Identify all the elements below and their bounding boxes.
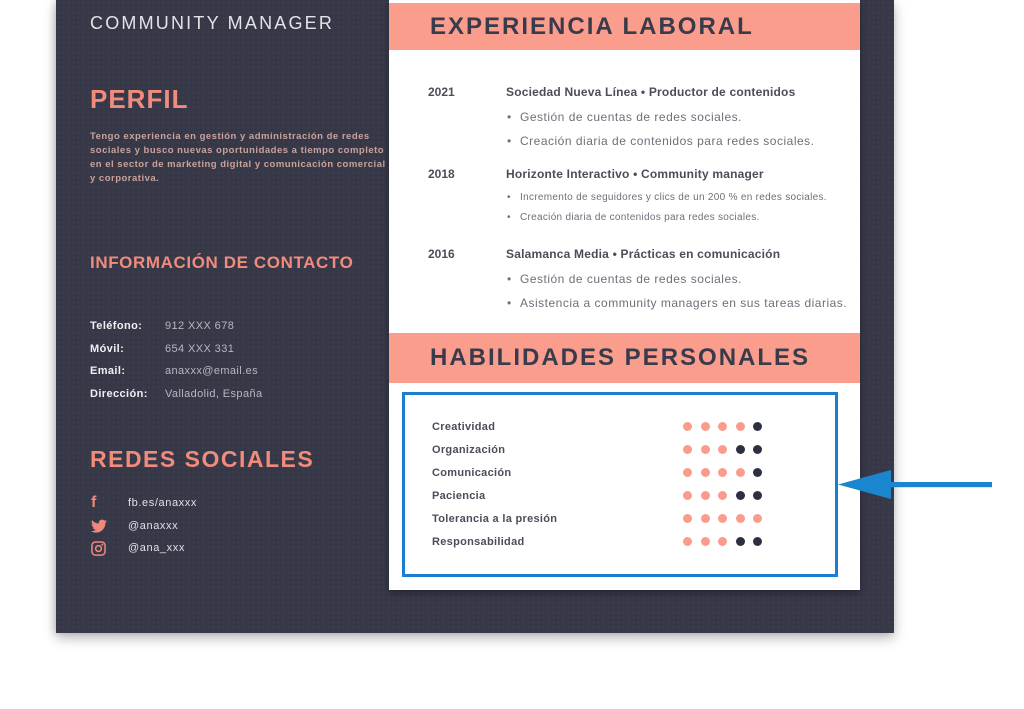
experience-entry (428, 167, 852, 232)
rating-dot-filled (718, 491, 727, 500)
contact-row (90, 338, 390, 361)
experience-bullets (507, 192, 852, 224)
experience-entry-head (428, 167, 852, 181)
rating-dot-empty (753, 491, 762, 500)
rating-dot-filled (701, 468, 710, 477)
rating-dot-filled (683, 514, 692, 523)
experience-title: Sociedad Nueva Línea • Productor de contenidos (506, 85, 796, 99)
rating-dot-filled (718, 468, 727, 477)
skill-label: Tolerancia a la presión (432, 512, 558, 525)
rating-dot-filled (718, 422, 727, 431)
skill-rating-dots (683, 422, 762, 431)
skill-label: Responsabilidad (432, 535, 525, 548)
annotation-arrow-icon (836, 466, 994, 503)
skill-label: Comunicación (432, 466, 512, 479)
rating-dot-empty (753, 537, 762, 546)
contact-rows (90, 315, 390, 405)
contact-label: Móvil: (90, 342, 125, 355)
experience-banner (389, 3, 860, 50)
social-handle: @ana_xxx (128, 542, 185, 555)
social-row[interactable] (90, 492, 390, 515)
contact-row (90, 383, 390, 406)
rating-dot-empty (753, 468, 762, 477)
skill-row (432, 438, 835, 461)
experience-entry-head (428, 85, 852, 99)
rating-dot-filled (736, 514, 745, 523)
social-row[interactable] (90, 515, 390, 538)
rating-dot-filled (683, 422, 692, 431)
resume-page (56, 0, 894, 633)
rating-dot-filled (753, 514, 762, 523)
rating-dot-filled (701, 537, 710, 546)
contact-label: Dirección: (90, 387, 148, 400)
experience-bullet: • Creación diaria de contenidos para redes sociales. (507, 134, 852, 148)
rating-dot-filled (683, 537, 692, 546)
experience-bullet: • Gestión de cuentas de redes sociales. (507, 272, 852, 286)
rating-dot-empty (736, 491, 745, 500)
experience-bullet: • Asistencia a community managers en sus tareas diarias. (507, 296, 852, 310)
instagram-icon (90, 541, 128, 556)
rating-dot-filled (701, 422, 710, 431)
skill-rating-dots (683, 491, 762, 500)
contact-row (90, 360, 390, 383)
social-rows (90, 492, 390, 560)
profile-heading: PERFIL (90, 84, 189, 114)
skill-label: Organización (432, 443, 506, 456)
contact-label: Teléfono: (90, 320, 143, 333)
experience-bullets (507, 110, 852, 148)
contact-value: Valladolid, España (165, 387, 263, 400)
rating-dot-filled (736, 422, 745, 431)
skill-label: Paciencia (432, 489, 486, 502)
experience-title: Horizonte Interactivo • Community manager (506, 167, 764, 181)
experience-year: 2016 (428, 247, 455, 261)
rating-dot-filled (718, 514, 727, 523)
experience-bullets (507, 272, 852, 310)
rating-dot-filled (683, 491, 692, 500)
experience-bullet: • Incremento de seguidores y clics de un 200 % en redes sociales. (507, 192, 852, 204)
skills-banner (389, 333, 860, 383)
rating-dot-filled (736, 468, 745, 477)
rating-dot-filled (701, 491, 710, 500)
experience-bullet: • Gestión de cuentas de redes sociales. (507, 110, 852, 124)
skills-heading: HABILIDADES PERSONALES (430, 344, 811, 371)
contact-value: 654 XXX 331 (165, 342, 235, 355)
experience-heading: EXPERIENCIA LABORAL (430, 12, 754, 40)
twitter-icon (90, 519, 128, 533)
rating-dot-filled (718, 537, 727, 546)
skill-row (432, 461, 835, 484)
skills-highlight-box[interactable] (402, 392, 838, 577)
experience-entry (428, 85, 852, 158)
social-heading: REDES SOCIALES (90, 446, 315, 472)
resume-sidebar (90, 0, 402, 633)
content-panel (389, 0, 860, 590)
rating-dot-empty (736, 445, 745, 454)
rating-dot-empty (753, 422, 762, 431)
contact-label: Email: (90, 365, 126, 378)
profile-text: Tengo experiencia en gestión y administración de redes sociales y busco nuevas oportunidades a tiempo completo en el sector de marketing digital y comunicación comercial y corporativa. (90, 131, 386, 184)
skill-rating-dots (683, 514, 762, 523)
skill-label: Creatividad (432, 420, 496, 433)
contact-value: 912 XXX 678 (165, 320, 235, 333)
rating-dot-empty (736, 537, 745, 546)
skill-rating-dots (683, 537, 762, 546)
skill-rating-dots (683, 445, 762, 454)
rating-dot-filled (701, 514, 710, 523)
experience-year: 2021 (428, 85, 455, 99)
experience-bullet: • Creación diaria de contenidos para redes sociales. (507, 212, 852, 224)
social-handle: @anaxxx (128, 519, 179, 532)
contact-value: anaxxx@email.es (165, 365, 258, 378)
social-handle: fb.es/anaxxx (128, 497, 197, 510)
skill-rating-dots (683, 468, 762, 477)
facebook-icon: f (91, 494, 97, 512)
contact-row (90, 315, 390, 338)
skill-row (432, 530, 835, 553)
contact-heading: INFORMACIÓN DE CONTACTO (90, 253, 354, 272)
rating-dot-filled (718, 445, 727, 454)
experience-entry-head (428, 247, 852, 261)
skill-row (432, 484, 835, 507)
skill-row (432, 415, 835, 438)
rating-dot-empty (753, 445, 762, 454)
job-title: COMMUNITY MANAGER (90, 13, 335, 33)
experience-year: 2018 (428, 167, 455, 181)
experience-title: Salamanca Media • Prácticas en comunicación (506, 247, 781, 261)
rating-dot-filled (701, 445, 710, 454)
rating-dot-filled (683, 445, 692, 454)
experience-entry (428, 247, 852, 320)
social-row[interactable] (90, 537, 390, 560)
skill-row (432, 507, 835, 530)
rating-dot-filled (683, 468, 692, 477)
